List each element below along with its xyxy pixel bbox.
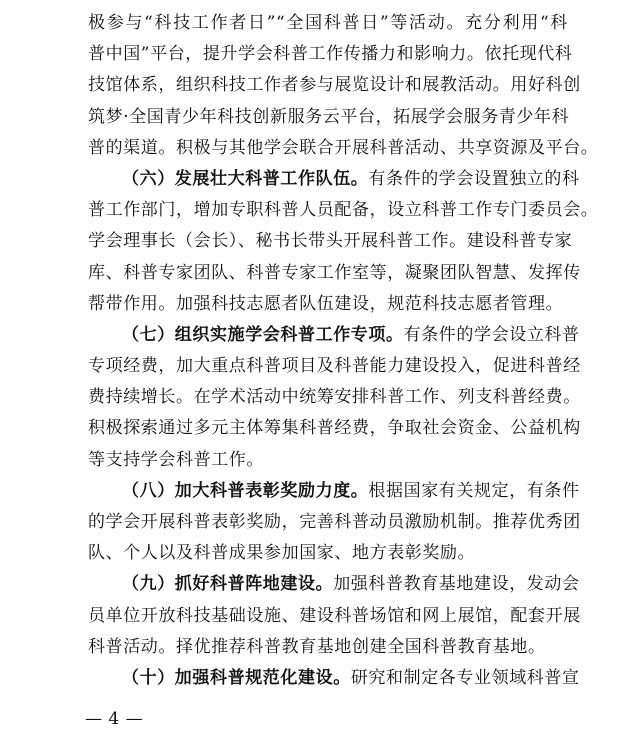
section-heading: （十）加强科普规范化建设。 <box>122 667 351 688</box>
page-number: — 4 — <box>85 709 144 729</box>
first-line-text: 根据国家有关规定，有条件 <box>368 480 580 501</box>
paragraph-continued <box>88 8 599 164</box>
text-line: 极参与“科技工作者日”“全国科普日”等活动。充分利用“科 <box>88 13 568 33</box>
paragraph-first-line <box>88 320 580 351</box>
text-line: 员单位开放科技基础设施、建设科普场馆和网上展馆，配套开展 <box>88 605 581 626</box>
text-line: 普的渠道。积极与其他学会联合开展科普活动、共享资源及平台。 <box>88 137 599 158</box>
paragraph-first-line <box>88 663 580 694</box>
paragraph-first-line <box>88 476 580 507</box>
text-line: 筑梦·全国青少年科技创新服务云平台，拓展学会服务青少年科 <box>88 106 570 127</box>
text-line: 技馆体系，组织科技工作者参与展览设计和展教活动。用好科创 <box>88 75 581 96</box>
section-heading: （九）抓好科普阵地建设。 <box>122 574 334 595</box>
text-line: 普中国”平台，提升学会科普工作传播力和影响力。依托现代科 <box>88 44 573 65</box>
paragraph-first-line <box>88 569 580 600</box>
text-line: 帮带作用。加强科技志愿者队伍建设，规范科技志愿者管理。 <box>88 293 564 314</box>
section-heading: （七）组织实施学会科普工作专项。 <box>122 324 404 345</box>
first-line-text: 研究和制定各专业领域科普宣 <box>350 667 580 688</box>
text-line: 等支持学会科普工作。 <box>88 449 264 470</box>
text-line: 专项经费，加大重点科普项目及科普能力建设投入，促进科普经 <box>88 356 581 377</box>
text-line: 普工作部门，增加专职科普人员配备，设立科普工作专门委员会。 <box>88 200 599 221</box>
first-line-text: 加强科普教育基地建设，发动会 <box>333 574 580 595</box>
section-heading: （六）发展壮大科普工作队伍。 <box>122 168 369 189</box>
section-heading: （八）加大科普表彰奖励力度。 <box>122 480 369 501</box>
text-line: 库、科普专家团队、科普专家工作室等，凝聚团队智慧、发挥传 <box>88 262 581 283</box>
text-line: 科普活动。择优推荐科普教育基地创建全国科普教育基地。 <box>88 636 546 657</box>
text-line: 队、个人以及科普成果参加国家、地方表彰奖励。 <box>88 543 476 564</box>
first-line-text: 有条件的学会设立科普 <box>403 324 580 345</box>
paragraph-section-6 <box>88 164 599 320</box>
text-line: 学会理事长（会长）、秘书长带头开展科普工作。建设科普专家 <box>88 231 573 252</box>
paragraph-section-9 <box>88 569 581 663</box>
paragraph-section-8 <box>88 476 581 570</box>
text-line: 积极探索通过多元主体筹集科普经费，争取社会资金、公益机构 <box>88 418 581 439</box>
text-line: 的学会开展科普表彰奖励，完善科普动员激励机制。推荐优秀团 <box>88 512 581 532</box>
paragraph-section-7 <box>88 320 581 476</box>
paragraph-first-line <box>88 164 580 195</box>
paragraph-section-10 <box>88 663 580 694</box>
first-line-text: 有条件的学会设置独立的科 <box>368 168 580 189</box>
text-line: 费持续增长。在学术活动中统筹安排科普工作、列支科普经费。 <box>88 387 581 408</box>
body-text <box>88 8 599 694</box>
